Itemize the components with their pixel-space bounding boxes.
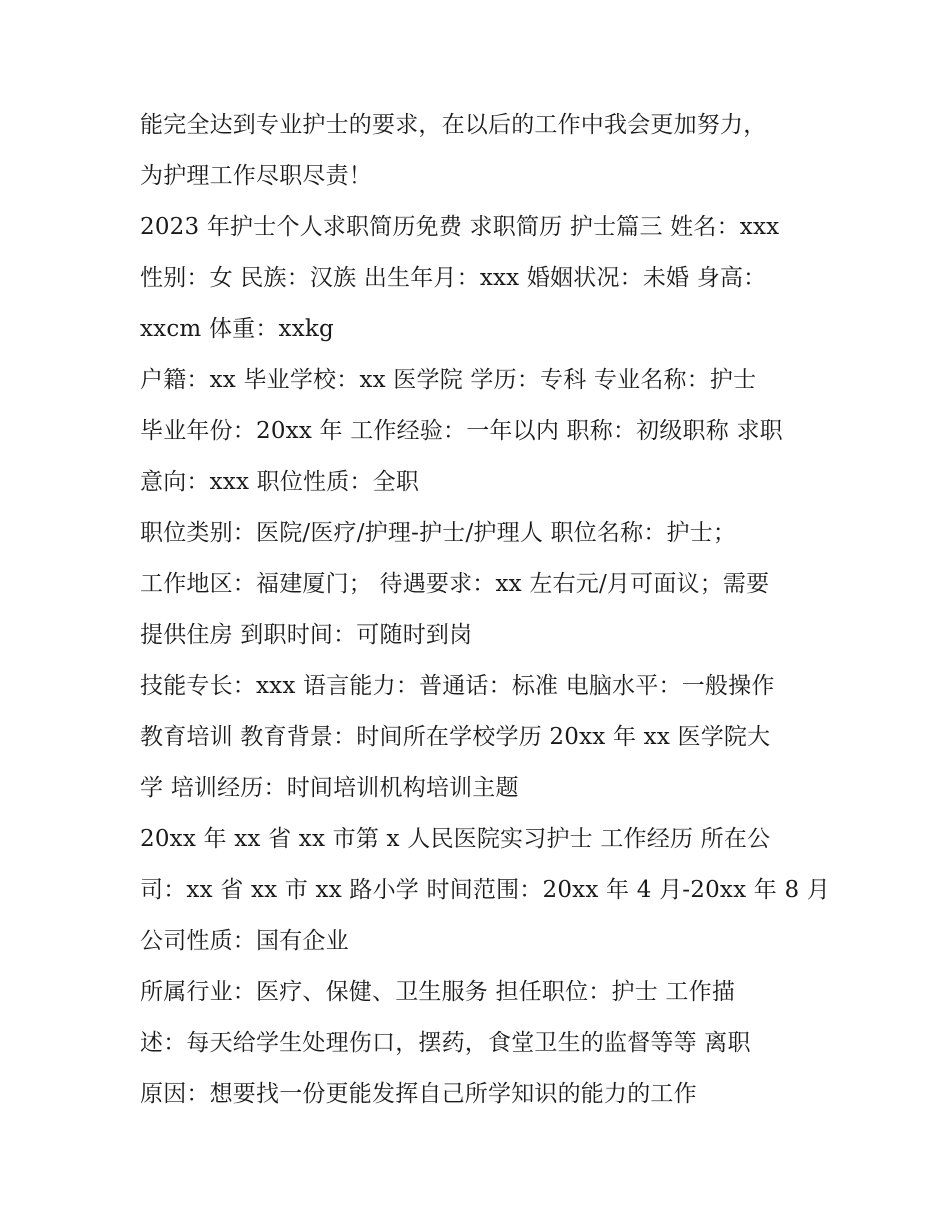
text-line-16: 司：xx 省 xx 市 xx 路小学 时间范围：20xx 年 4 月-20xx 年 8 月 <box>140 877 831 903</box>
text-line-4: 性别：女 民族：汉族 出生年月：xxx 婚姻状况：未婚 身高： <box>140 265 767 291</box>
text-line-2: 为护理工作尽职尽责！ <box>140 163 372 189</box>
text-line-7: 毕业年份：20xx 年 工作经验：一年以内 职称：初级职称 求职 <box>140 418 783 444</box>
text-line-3: 2023 年护士个人求职简历免费 求职简历 护士篇三 姓名：xxx <box>140 214 780 240</box>
text-line-20: 原因：想要找一份更能发挥自己所学知识的能力的工作 <box>140 1081 697 1107</box>
text-line-14: 学 培训经历：时间培训机构培训主题 <box>140 775 519 801</box>
body-text <box>140 100 831 1120</box>
text-line-17: 公司性质：国有企业 <box>140 928 349 954</box>
text-line-6: 户籍：xx 毕业学校：xx 医学院 学历：专科 专业名称：护士 <box>140 367 757 393</box>
text-line-1: 能完全达到专业护士的要求，在以后的工作中我会更加努力， <box>140 112 767 138</box>
text-line-18: 所属行业：医疗、保健、卫生服务 担任职位：护士 工作描 <box>140 979 736 1005</box>
text-line-11: 提供住房 到职时间：可随时到岗 <box>140 622 473 648</box>
text-line-10: 工作地区：福建厦门； 待遇要求：xx 左右元/月可面议；需要 <box>140 571 770 597</box>
text-line-15: 20xx 年 xx 省 xx 市第 x 人民医院实习护士 工作经历 所在公 <box>140 826 771 852</box>
text-line-13: 教育培训 教育背景：时间所在学校学历 20xx 年 xx 医学院大 <box>140 724 771 750</box>
text-line-19: 述：每天给学生处理伤口，摆药，食堂卫生的监督等等 离职 <box>140 1030 751 1056</box>
text-line-9: 职位类别：医院/医疗/护理-护士/护理人 职位名称：护士； <box>140 520 737 546</box>
text-line-8: 意向：xxx 职位性质：全职 <box>140 469 420 495</box>
text-line-12: 技能专长：xxx 语言能力：普通话：标准 电脑水平：一般操作 <box>140 673 775 699</box>
text-line-5: xxcm 体重：xxkg <box>140 316 334 342</box>
